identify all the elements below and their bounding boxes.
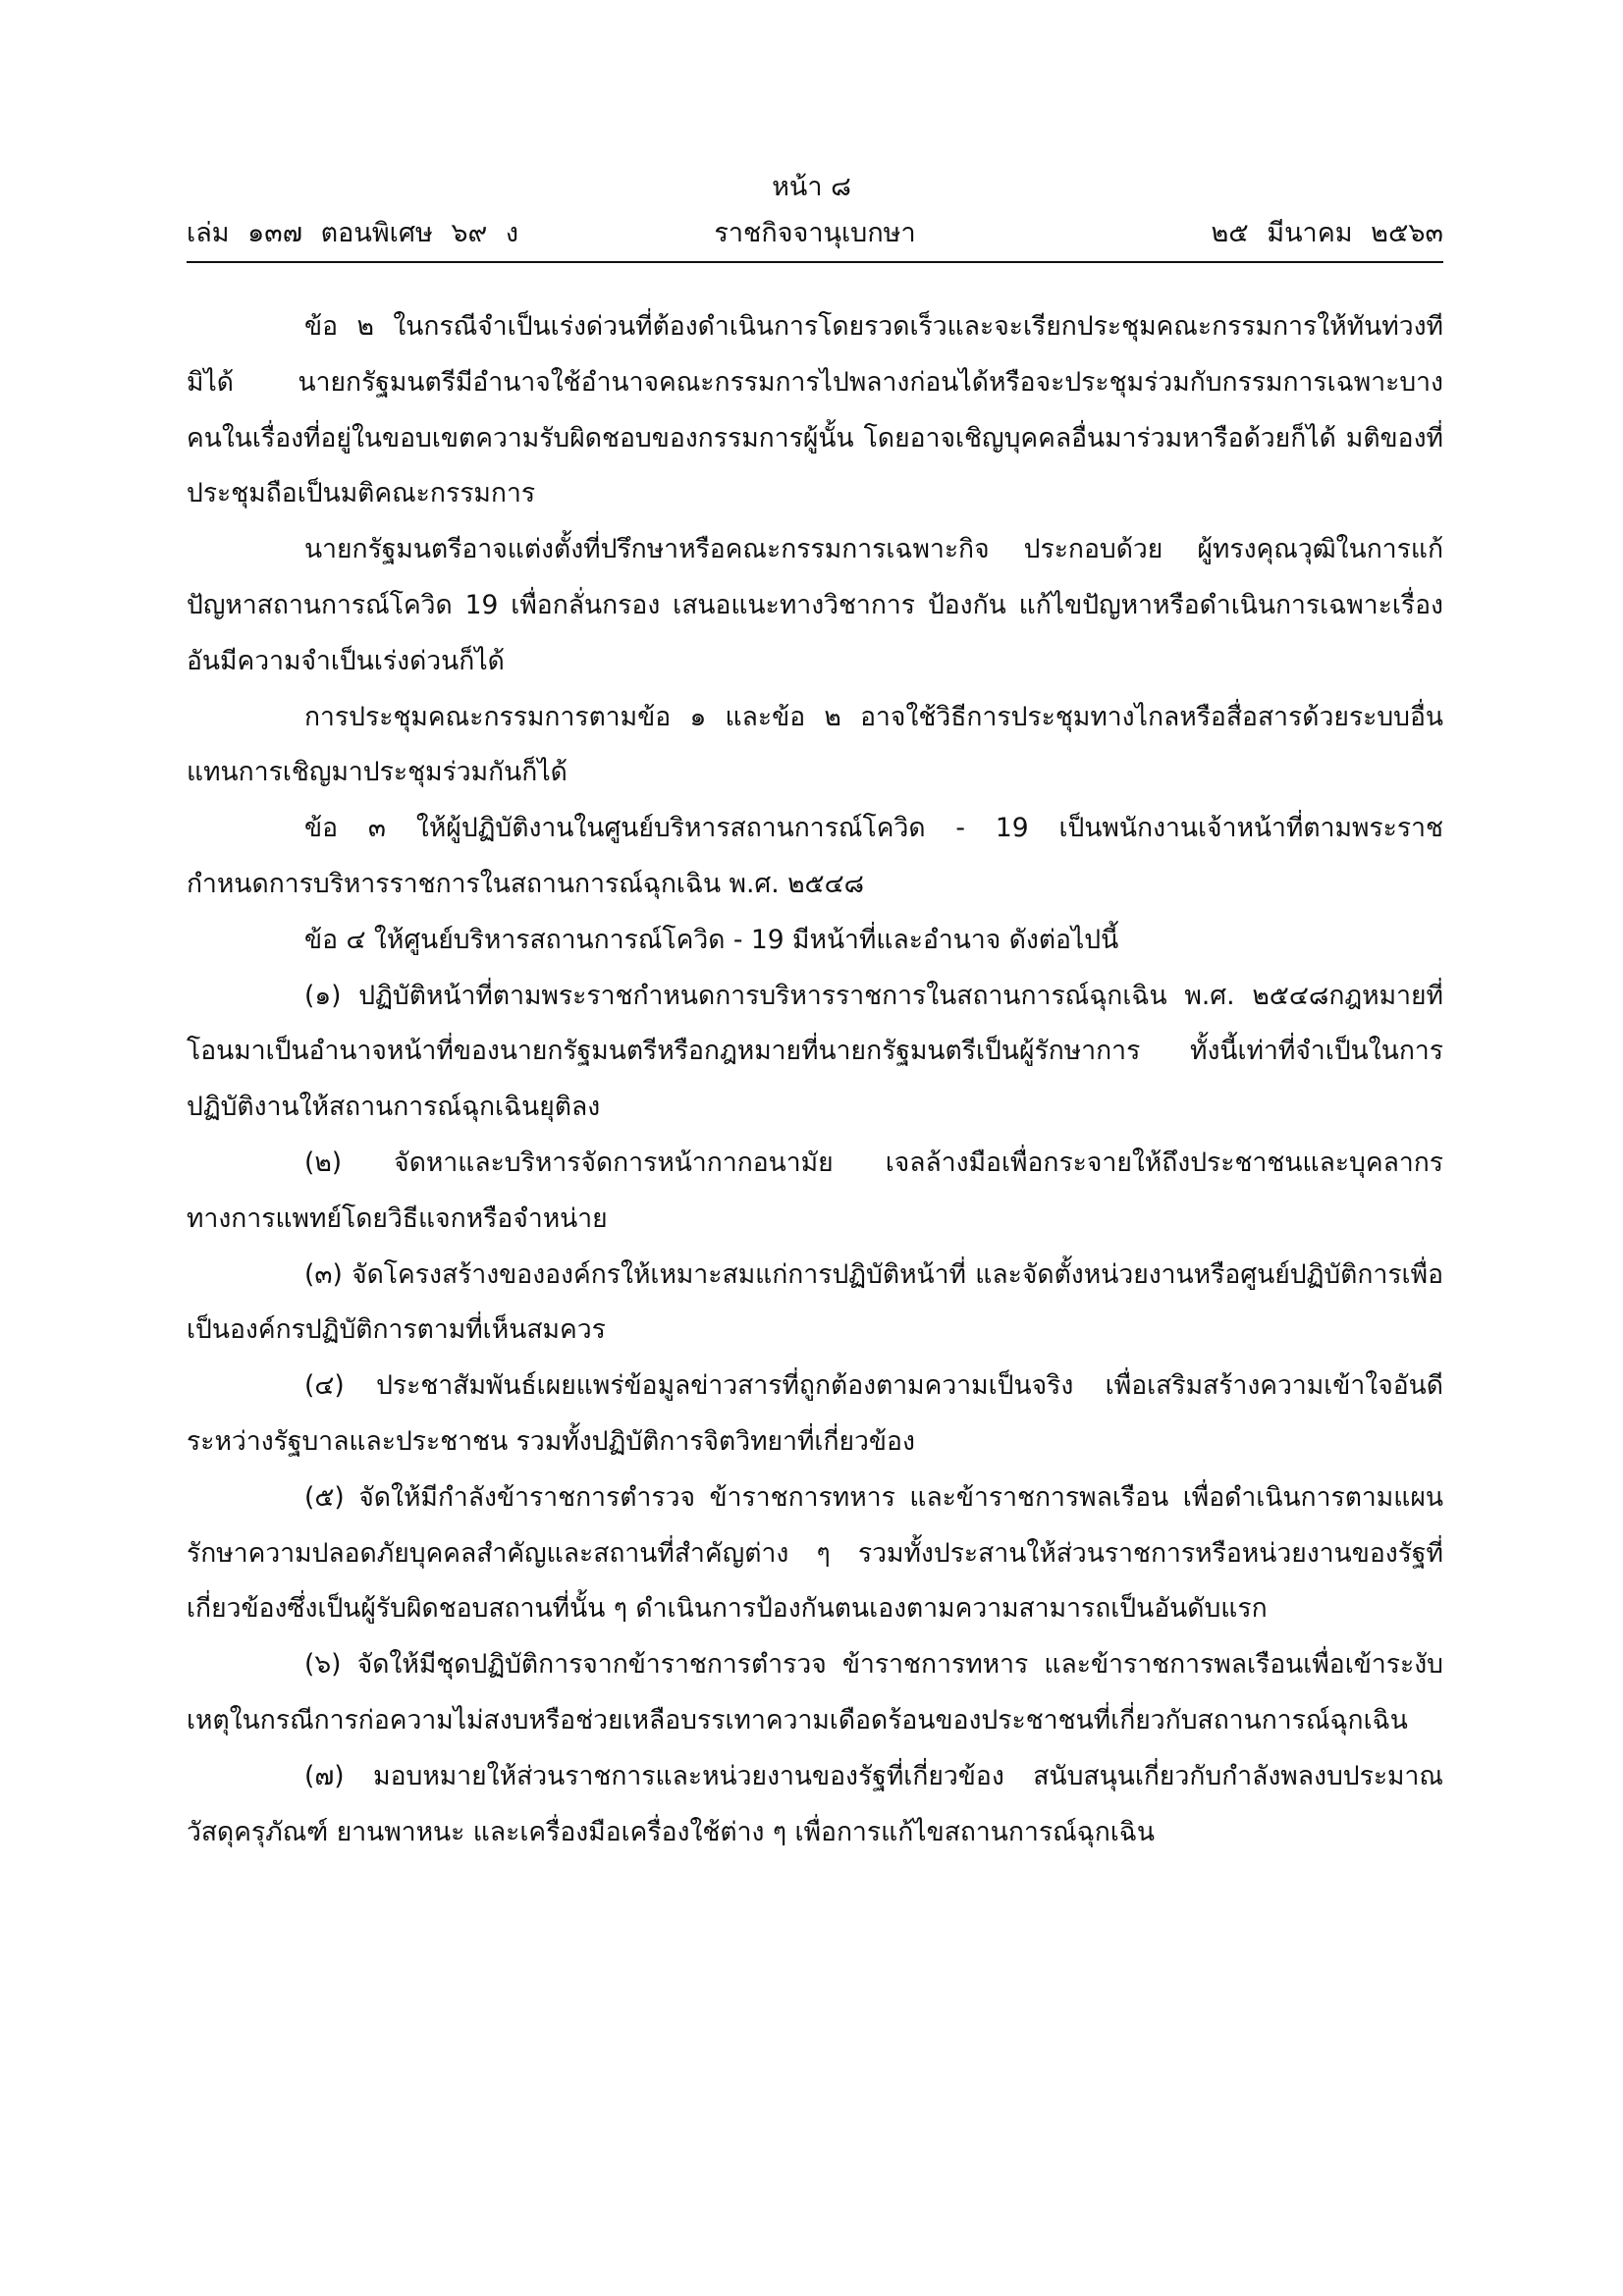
paragraph: (๔) ประชาสัมพันธ์เผยแพร่ข้อมูลข่าวสารที่ถูกต้องตามความเป็นจริง เพื่อเสริมสร้างความเข้าใจอันดีระหว่างรัฐบาลและประชาชน รวมทั้งปฏิบัติการจิตวิทยาที่เกี่ยวข้อง bbox=[187, 1370, 1443, 1457]
paragraph: ข้อ ๔ ให้ศูนย์บริหารสถานการณ์โควิด - 19 มีหน้าที่และอำนาจ ดังต่อไปนี้ bbox=[304, 924, 1119, 955]
paragraph: (๑) ปฏิบัติหน้าที่ตามพระราชกำหนดการบริหารราชการในสถานการณ์ฉุกเฉิน พ.ศ. ๒๕๔๘กฎหมายที่โอนมาเป็นอำนาจหน้าที่ของนายกรัฐมนตรีหรือกฎหมายที่นายกรัฐมนตรีเป็นผู้รักษาการ ทั้งนี้เท่าที่จำเป็นในการปฏิบัติงานให้สถานการณ์ฉุกเฉินยุติลง bbox=[187, 980, 1443, 1123]
header-divider bbox=[187, 261, 1443, 263]
volume-issue: เล่ม ๑๓๗ ตอนพิเศษ ๖๙ ง bbox=[187, 218, 519, 248]
paragraph: ข้อ ๓ ให้ผู้ปฏิบัติงานในศูนย์บริหารสถานการณ์โควิด - 19 เป็นพนักงานเจ้าหน้าที่ตามพระราชกำหนดการบริหารราชการในสถานการณ์ฉุกเฉิน พ.ศ. ๒๕๔๘ bbox=[187, 813, 1443, 899]
paragraph: ข้อ ๒ ในกรณีจำเป็นเร่งด่วนที่ต้องดำเนินการโดยรวดเร็วและจะเรียกประชุมคณะกรรมการให้ทันท่วงทีมิได้ นายกรัฐมนตรีมีอำนาจใช้อำนาจคณะกรรมการไปพลางก่อนได้หรือจะประชุมร่วมกับกรรมการเฉพาะบางคนในเรื่องที่อยู่ในขอบเขตความรับผิดชอบของกรรมการผู้นั้น โดยอาจเชิญบุคคลอื่นมาร่วมหารือด้วยก็ได้ มติของที่ประชุมถือเป็นมติคณะกรรมการ bbox=[187, 311, 1443, 509]
paragraph: (๗) มอบหมายให้ส่วนราชการและหน่วยงานของรัฐที่เกี่ยวข้อง สนับสนุนเกี่ยวกับกำลังพลงบประมาณ วัสดุครุภัณฑ์ ยานพาหนะ และเครื่องมือเครื่องใช้ต่าง ๆ เพื่อการแก้ไขสถานการณ์ฉุกเฉิน bbox=[187, 1760, 1443, 1847]
page-number: หน้า ๘ bbox=[772, 172, 851, 202]
publication-date: ๒๕ มีนาคม ๒๕๖๓ bbox=[1211, 218, 1443, 248]
gazette-header bbox=[187, 214, 1443, 253]
paragraph: (๓) จัดโครงสร้างขององค์กรให้เหมาะสมแก่การปฏิบัติหน้าที่ และจัดตั้งหน่วยงานหรือศูนย์ปฏิบัติการเพื่อเป็นองค์กรปฏิบัติการตามที่เห็นสมควร bbox=[187, 1258, 1443, 1346]
paragraph: (๒) จัดหาและบริหารจัดการหน้ากากอนามัย เจลล้างมือเพื่อกระจายให้ถึงประชาชนและบุคลากรทางการแพทย์โดยวิธีแจกหรือจำหน่าย bbox=[187, 1147, 1443, 1234]
paragraph: นายกรัฐมนตรีอาจแต่งตั้งที่ปรึกษาหรือคณะกรรมการเฉพาะกิจ ประกอบด้วย ผู้ทรงคุณวุฒิในการแก้ปัญหาสถานการณ์โควิด 19 เพื่อกลั่นกรอง เสนอแนะทางวิชาการ ป้องกัน แก้ไขปัญหาหรือดำเนินการเฉพาะเรื่องอันมีความจำเป็นเร่งด่วนก็ได้ bbox=[187, 534, 1443, 676]
publication-title: ราชกิจจานุเบกษา bbox=[714, 218, 916, 248]
document-body bbox=[187, 299, 1443, 1860]
paragraph: (๕) จัดให้มีกำลังข้าราชการตำรวจ ข้าราชการทหาร และข้าราชการพลเรือน เพื่อดำเนินการตามแผนรักษาความปลอดภัยบุคคลสำคัญและสถานที่สำคัญต่าง ๆ รวมทั้งประสานให้ส่วนราชการหรือหน่วยงานของรัฐที่เกี่ยวข้องซึ่งเป็นผู้รับผิดชอบสถานที่นั้น ๆ ดำเนินการป้องกันตนเองตามความสามารถเป็นอันดับแรก bbox=[187, 1481, 1443, 1625]
paragraph: (๖) จัดให้มีชุดปฏิบัติการจากข้าราชการตำรวจ ข้าราชการทหาร และข้าราชการพลเรือนเพื่อเข้าระงับเหตุในกรณีการก่อความไม่สงบหรือช่วยเหลือบรรเทาความเดือดร้อนของประชาชนที่เกี่ยวกับสถานการณ์ฉุกเฉิน bbox=[187, 1649, 1443, 1735]
paragraph: การประชุมคณะกรรมการตามข้อ ๑ และข้อ ๒ อาจใช้วิธีการประชุมทางไกลหรือสื่อสารด้วยระบบอื่นแทนการเชิญมาประชุมร่วมกันก็ได้ bbox=[187, 701, 1443, 788]
